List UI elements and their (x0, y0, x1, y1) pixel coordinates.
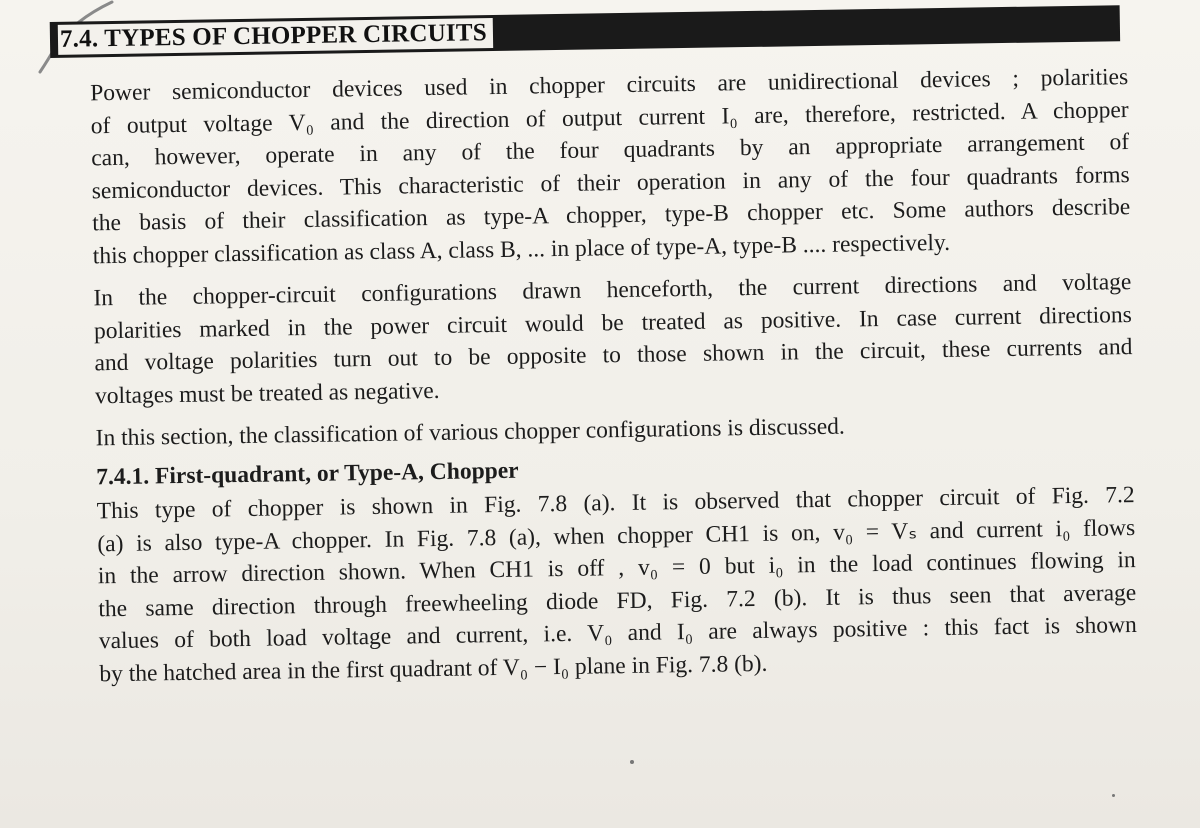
section-title-text: TYPES OF CHOPPER CIRCUITS (104, 19, 488, 53)
text-line: this chopper classification as class A, class B, ... in place of type-A, type-B .... respectively. (92, 229, 951, 269)
text-line: the same direction through freewheeling diode FD, Fig. 7.2 (b). It is thus seen that average (98, 579, 1137, 622)
text-line: polarities marked in the power circuit would be treated as positive. In case current directions (93, 301, 1133, 344)
paragraph-4 (57, 479, 1138, 691)
text-line: of output voltage V₀ and the direction of output current I₀ are, therefore, restricted. A chopper (90, 96, 1129, 139)
text-line: semiconductor devices. This characteristic of their operation in any of the four quadrants forms (91, 161, 1130, 204)
paragraph-1 (50, 61, 1131, 273)
text-line: In the chopper-circuit configurations drawn henceforth, the current directions and voltage (93, 269, 1132, 312)
text-line: (a) is also type-A chopper. In Fig. 7.8 (a), when chopper CH1 is on, v₀ = Vₛ and current i₀ flows (97, 514, 1136, 557)
subsection-number: 7.4.1. (96, 462, 150, 490)
section-header-bar (50, 5, 1120, 58)
text-line: can, however, operate in any of the four quadrants by an appropriate arrangement of (91, 129, 1130, 172)
paper-speck (630, 760, 634, 764)
subsection-title: First-quadrant, or Type-A, Chopper (154, 457, 519, 489)
text-line: voltages must be treated as negative. (94, 377, 440, 409)
text-line: Power semiconductor devices used in chopper circuits are unidirectional devices ; polarities (90, 64, 1129, 107)
text-line: values of both load voltage and current, i.e. V₀ and I₀ are always positive : this fact is shown (98, 611, 1137, 655)
text-line: by the hatched area in the first quadrant of V₀ − I₀ plane in Fig. 7.8 (b). (99, 650, 768, 687)
text-line: In this section, the classification of various chopper configurations is discussed. (95, 413, 846, 452)
body-text (50, 61, 1137, 691)
text-line: This type of chopper is shown in Fig. 7.8 (a). It is observed that chopper circuit of Fig. 7.2 (96, 482, 1135, 525)
paragraph-2 (53, 266, 1133, 413)
paper-speck (1112, 794, 1115, 797)
text-line: the basis of their classification as type-A chopper, type-B chopper etc. Some authors describe (92, 194, 1131, 237)
text-line: and voltage polarities turn out to be opposite to those shown in the circuit, these currents and (94, 334, 1133, 377)
section-title (58, 18, 493, 55)
section-number: 7.4. (59, 25, 99, 53)
text-line: in the arrow direction shown. When CH1 is off , v₀ = 0 but i₀ in the load continues flowing in (97, 547, 1136, 590)
